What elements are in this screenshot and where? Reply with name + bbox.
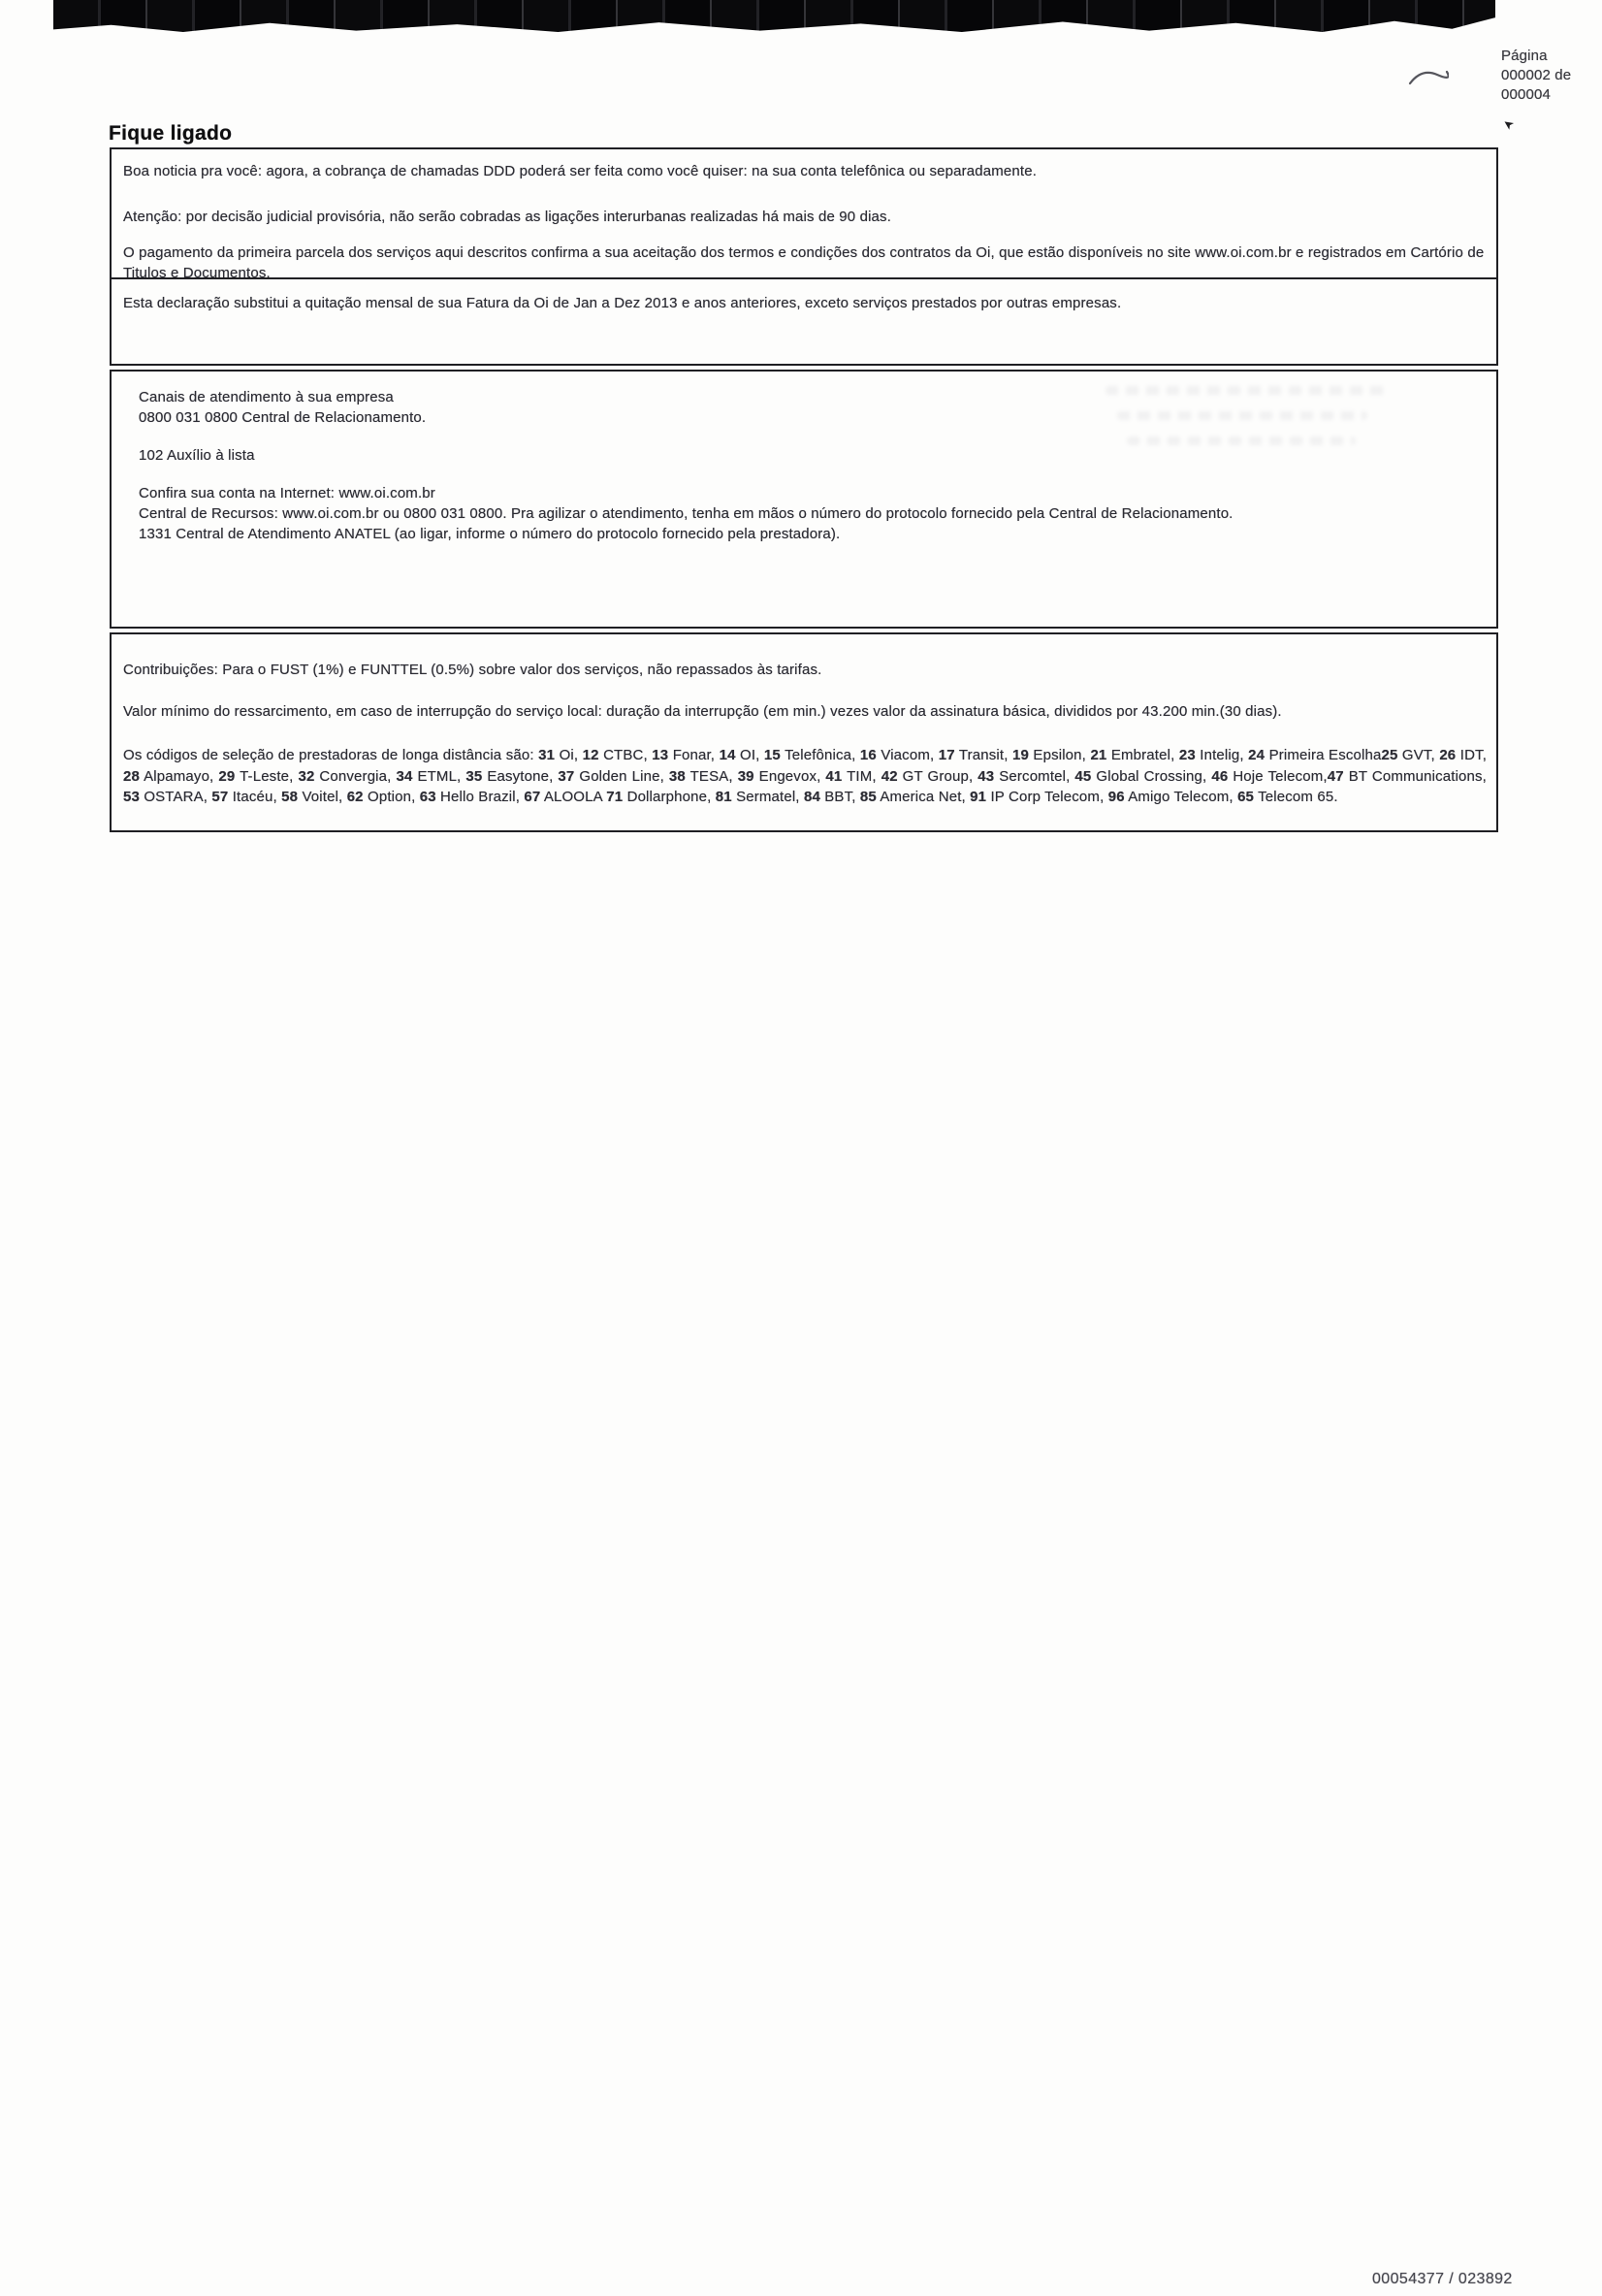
pen-mark — [1408, 66, 1449, 89]
contact-line-anatel: 1331 Central de Atendimento ANATEL (ao ligar, informe o número do protocolo fornecido pela prestadora). — [139, 526, 841, 542]
contributions-box — [110, 632, 1498, 832]
refund-text: Valor mínimo do ressarcimento, em caso de interrupção do serviço local: duração da interrupção (em min.) vezes valor da assinatura básica, divididos por 43.200 min.(30 dias). — [123, 703, 1282, 720]
scanner-artifact-band — [53, 0, 1495, 32]
bleed-through-mark — [1117, 411, 1367, 420]
carrier-codes-paragraph: Os códigos de seleção de prestadoras de longa distância são: 31 Oi, 12 CTBC, 13 Fonar, 14 OI, 15 Telefônica, 16 Viacom, 17 Transit, 19 Epsilon, 21 Embratel, 23 Intelig, 24 Primeira Escolha25 GVT, 26 IDT, 28 Alpamayo, 29 T-Leste, 32 Convergia, 34 ETML, 35 Easytone, 37 Golden Line, 38 TESA, 39 Engevox, 41 TIM, 42 GT Group, 43 Sercomtel, 45 Global Crossing, 46 Hoje Telecom,47 BT Communications, 53 OSTARA, 57 Itacéu, 58 Voitel, 62 Option, 63 Hello Brazil, 67 ALOOLA 71 Dollarphone, 81 Sermatel, 84 BBT, 85 America Net, 91 IP Corp Telecom, 96 Amigo Telecom, 65 Telecom 65. — [123, 747, 1488, 805]
section-title: Fique ligado — [109, 122, 233, 145]
contact-line-internet: Confira sua conta na Internet: www.oi.com.br — [139, 485, 435, 501]
page-label: Página — [1501, 48, 1548, 64]
document-code: 00054377 / 023892 — [1372, 2271, 1513, 2287]
bleed-through-mark — [1127, 437, 1356, 445]
page-current: 000002 de — [1501, 67, 1572, 83]
contact-line-channels: Canais de atendimento à sua empresa — [139, 389, 394, 405]
contact-line-recursos: Central de Recursos: www.oi.com.br ou 0800 031 0800. Pra agilizar o atendimento, tenha em mãos o número do protocolo fornecido pela Central de Relacionamento. — [139, 505, 1234, 522]
ink-arrow-mark: ➤ — [1499, 115, 1517, 134]
bleed-through-mark — [1105, 386, 1387, 395]
notices-box — [110, 147, 1498, 279]
notice-paragraph-payment: O pagamento da primeira parcela dos serviços aqui descritos confirma a sua aceitação dos termos e condições dos contratos da Oi, que estão disponíveis no site www.oi.com.br e registrados em Cartório de Titulos e Documentos. — [123, 244, 1485, 281]
notice-paragraph-ddd: Boa noticia pra você: agora, a cobrança de chamadas DDD poderá ser feita como você quiser: na sua conta telefônica ou separadamente. — [123, 163, 1038, 179]
declaration-box — [110, 277, 1498, 366]
notice-paragraph-judicial: Atenção: por decisão judicial provisória, não serão cobradas as ligações interurbanas realizadas há mais de 90 dias. — [123, 209, 892, 225]
page-number-block — [1501, 47, 1571, 105]
contact-line-102: 102 Auxílio à lista — [139, 447, 255, 464]
contributions-text: Contribuições: Para o FUST (1%) e FUNTTEL (0.5%) sobre valor dos serviços, não repassados às tarifas. — [123, 662, 822, 678]
declaration-text: Esta declaração substitui a quitação mensal de sua Fatura da Oi de Jan a Dez 2013 e anos anteriores, exceto serviços prestados por outras empresas. — [123, 295, 1122, 311]
page-total: 000004 — [1501, 86, 1551, 103]
contact-channels-box — [110, 370, 1498, 629]
contact-line-0800: 0800 031 0800 Central de Relacionamento. — [139, 409, 427, 426]
